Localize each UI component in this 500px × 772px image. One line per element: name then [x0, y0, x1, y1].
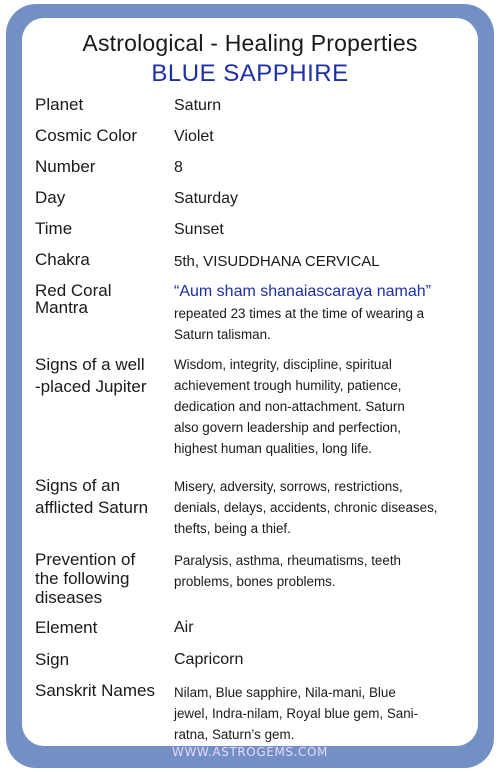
planet-value: Saturn	[174, 97, 222, 114]
prevention-label-line3: diseases	[35, 588, 103, 607]
time-value: Sunset	[174, 221, 224, 238]
chakra-value: 5th, VISUDDHANA CERVICAL	[174, 253, 380, 270]
mantra-label-line2: Mantra	[35, 298, 88, 317]
afflicted-label	[35, 475, 170, 519]
sanskrit-line2: jewel, Indra-nilam, Royal blue gem, Sani-	[174, 706, 419, 721]
planet-label: Planet	[35, 95, 84, 114]
prevention-label-line1: Prevention of	[35, 550, 136, 569]
day-value: Saturday	[174, 190, 239, 207]
afflicted-label-line1: Signs of an	[35, 476, 121, 495]
cosmic-color-label: Cosmic Color	[35, 126, 138, 145]
well-placed-line1: Wisdom, integrity, discipline, spiritual	[174, 357, 392, 372]
sign-label: Sign	[35, 650, 70, 669]
sanskrit-line3: ratna, Saturn’s gem.	[174, 727, 295, 742]
sanskrit-line1: Nilam, Blue sapphire, Nila-mani, Blue	[174, 685, 396, 700]
sign-value: Capricorn	[174, 651, 244, 668]
website-footer: WWW.ASTROGEMS.COM	[171, 745, 329, 759]
prevention-label-line2: the following	[35, 569, 130, 588]
prevention-label	[35, 550, 170, 607]
well-placed-value	[174, 354, 474, 459]
well-placed-label	[35, 354, 170, 398]
afflicted-line3: thefts, being a thief.	[174, 521, 291, 536]
time-label: Time	[35, 219, 73, 238]
element-value: Air	[174, 619, 194, 636]
card-title: Astrological - Healing Properties	[82, 30, 418, 56]
sanskrit-label: Sanskrit Names	[35, 681, 155, 700]
mantra-note-line2: Saturn talisman.	[174, 327, 271, 342]
mantra-note-line1: repeated 23 times at the time of wearing a	[174, 306, 425, 321]
afflicted-value	[174, 476, 474, 539]
sanskrit-value	[174, 682, 474, 745]
day-label: Day	[35, 188, 66, 207]
afflicted-line2: denials, delays, accidents, chronic diseases,	[174, 500, 438, 515]
prevention-line1: Paralysis, asthma, rheumatisms, teeth	[174, 553, 401, 568]
well-placed-label-line1: Signs of a well	[35, 355, 145, 374]
well-placed-line4: also govern leadership and perfection,	[174, 420, 402, 435]
chakra-label: Chakra	[35, 250, 90, 269]
afflicted-label-line2: afflicted Saturn	[35, 498, 149, 517]
mantra-value	[174, 281, 474, 345]
gem-name: BLUE SAPPHIRE	[151, 60, 349, 87]
element-label: Element	[35, 618, 98, 637]
well-placed-label-line2: -placed Jupiter	[35, 377, 147, 396]
cosmic-color-value: Violet	[174, 128, 214, 145]
mantra-text: “Aum sham shanaiascaraya namah”	[174, 283, 432, 300]
number-label: Number	[35, 157, 96, 176]
prevention-line2: problems, bones problems.	[174, 574, 336, 589]
prevention-value	[174, 550, 474, 592]
afflicted-line1: Misery, adversity, sorrows, restrictions,	[174, 479, 403, 494]
well-placed-line3: dedication and non-attachment. Saturn	[174, 399, 405, 414]
mantra-label	[35, 282, 170, 316]
mantra-label-line1: Red Coral	[35, 281, 112, 300]
number-value: 8	[174, 159, 183, 176]
well-placed-line5: highest human qualities, long life.	[174, 441, 373, 456]
well-placed-line2: achievement trough humility, patience,	[174, 378, 402, 393]
